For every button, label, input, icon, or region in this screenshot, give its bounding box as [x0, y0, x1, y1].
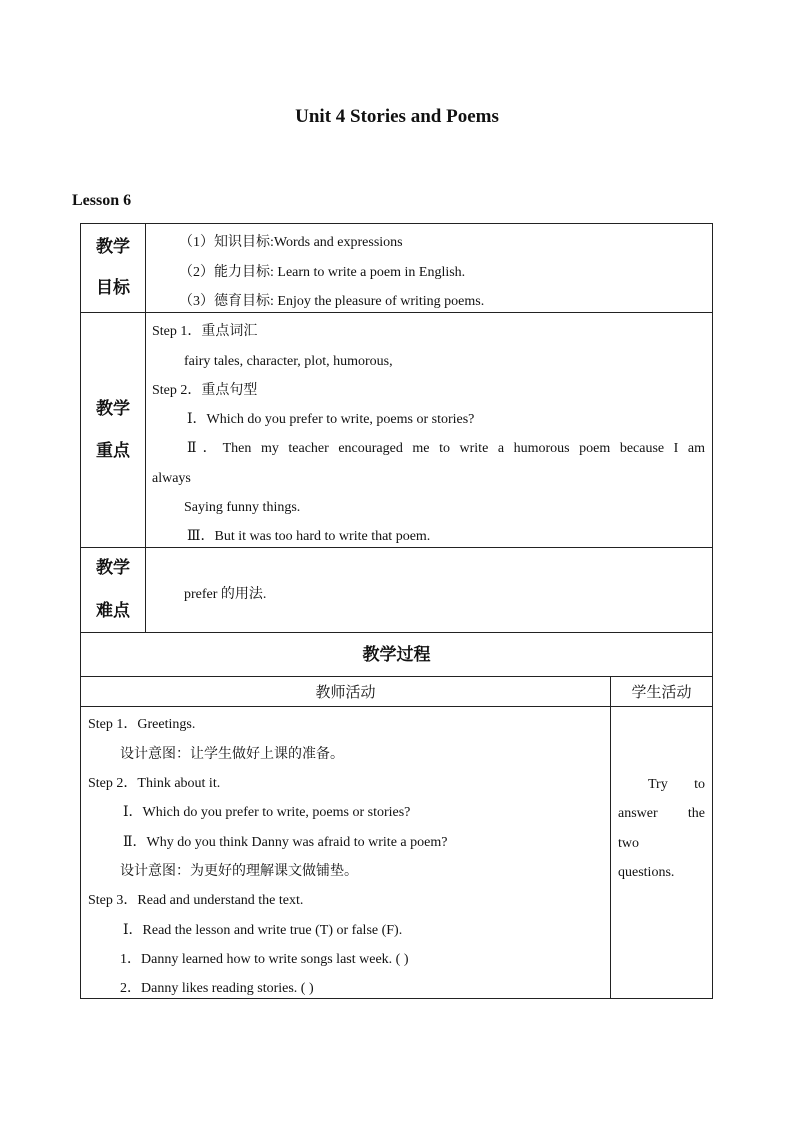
objectives-label-line2: 目标	[96, 278, 130, 297]
row-divider-objectives	[81, 312, 712, 313]
objectives-label-line1: 教学	[96, 237, 130, 256]
student-activity-line-4: questions.	[618, 865, 675, 880]
keypoints-sentence-2: Ⅱ．Then my teacher encouraged me to write a humorous poem because I am	[187, 441, 705, 456]
process-true-false-item-2: 2．Danny likes reading stories. ( )	[120, 981, 314, 996]
process-step1: Step 1．Greetings.	[88, 717, 196, 732]
student-activity-line-3: two	[618, 836, 639, 851]
keypoints-sentence-3: Ⅲ．But it was too hard to write that poem.	[187, 529, 431, 544]
keypoints-label-line1: 教学	[96, 399, 130, 418]
difficulties-text: prefer 的用法.	[184, 587, 267, 602]
process-heading: 教学过程	[362, 645, 431, 664]
student-activity-line-2: answer the	[618, 806, 705, 821]
process-step2: Step 2．Think about it.	[88, 776, 221, 791]
process-true-false-instruction: Ⅰ．Read the lesson and write true (T) or false (F).	[123, 923, 403, 938]
row-divider-difficulties	[81, 632, 712, 633]
document-title: Unit 4 Stories and Poems	[295, 106, 499, 127]
student-activity-heading: 学生活动	[631, 685, 692, 701]
lesson-plan-table	[80, 223, 713, 999]
row-divider-column-heads	[81, 706, 712, 707]
keypoints-sentence-2-continued: always	[152, 471, 191, 486]
label-column-divider	[145, 224, 146, 632]
objective-moral: （3）德育目标: Enjoy the pleasure of writing poems.	[179, 294, 485, 309]
process-question-2: Ⅱ．Why do you think Danny was afraid to write a poem?	[123, 835, 448, 850]
lesson-label: Lesson 6	[72, 192, 132, 209]
process-question-1: Ⅰ．Which do you prefer to write, poems or stories?	[123, 805, 411, 820]
keypoints-label-line2: 重点	[96, 441, 130, 460]
keypoints-step1-title: Step 1．重点词汇	[152, 324, 258, 339]
student-column-divider	[610, 676, 611, 998]
teacher-activity-heading: 教师活动	[315, 685, 376, 701]
process-step3: Step 3．Read and understand the text.	[88, 893, 304, 908]
row-divider-process-heading	[81, 676, 712, 677]
keypoints-step2-title: Step 2．重点句型	[152, 383, 258, 398]
process-true-false-item-1: 1．Danny learned how to write songs last week. ( )	[120, 952, 409, 967]
keypoints-step1-words: fairy tales, character, plot, humorous,	[184, 354, 393, 369]
row-divider-keypoints	[81, 547, 712, 548]
difficulties-label-line2: 难点	[96, 601, 130, 620]
objective-knowledge: （1）知识目标:Words and expressions	[179, 235, 403, 250]
difficulties-label-line1: 教学	[96, 558, 130, 577]
process-design-intent-2: 设计意图：为更好的理解课文做铺垫。	[120, 864, 358, 879]
objective-ability: （2）能力目标: Learn to write a poem in English.	[179, 265, 466, 280]
keypoints-sentence-1: Ⅰ．Which do you prefer to write, poems or stories?	[187, 412, 475, 427]
student-activity-line-1: Try to	[648, 777, 705, 792]
process-design-intent-1: 设计意图：让学生做好上课的准备。	[120, 747, 344, 762]
keypoints-sentence-2-tail: Saying funny things.	[184, 500, 301, 515]
